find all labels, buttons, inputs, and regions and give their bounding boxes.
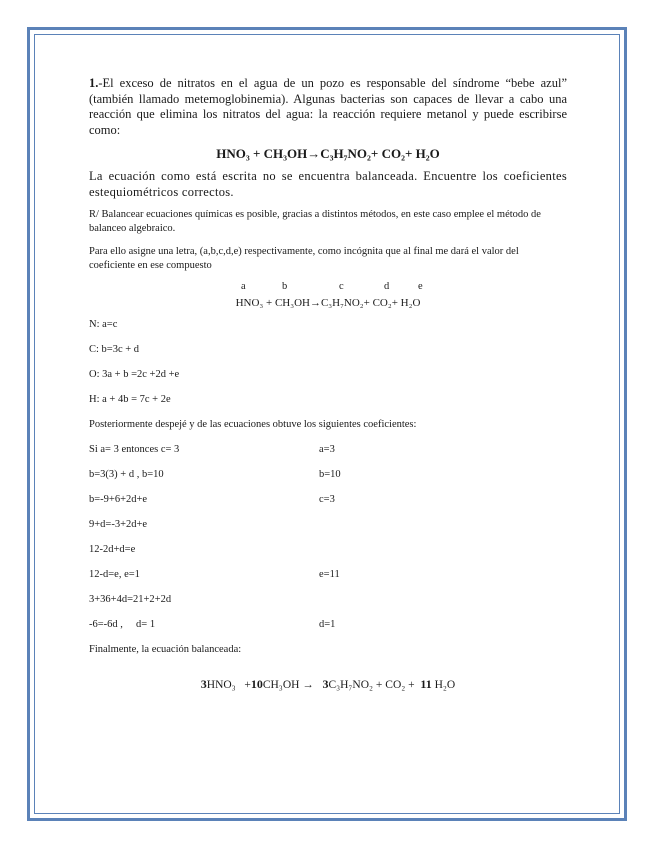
coef-c3h7no2: 3	[322, 677, 329, 691]
step-row	[89, 544, 567, 569]
problem-number: 1.	[89, 76, 99, 90]
balance-row	[89, 319, 567, 344]
answer-intro: R/ Balancear ecuaciones químicas es posible, gracias a distintos métodos, en este caso emplee el método de balanceo algebraico.	[89, 209, 541, 234]
species-products: C₃H₇NO₂ + CO₂ +	[328, 679, 415, 691]
balance-row	[89, 344, 567, 369]
step-row	[89, 519, 567, 544]
method-text: Para ello asigne una letra, (a,b,c,d,e) respectivamente, como incógnita que al final me dará el valor del coeficiente en ese compuesto	[89, 246, 519, 271]
afterwards-row	[89, 419, 567, 444]
step-row	[89, 594, 567, 619]
species-h2o: H₂O	[434, 679, 456, 691]
document-body	[89, 76, 567, 692]
step-row	[89, 619, 567, 644]
balance-o: O: 3a + b =2c +2d +e	[89, 369, 180, 380]
final-equation	[89, 677, 567, 692]
step-left: b=3(3) + d , b=10	[89, 469, 164, 480]
letter-e: e	[418, 281, 423, 292]
balance-row	[89, 369, 567, 394]
species-hno3: HNO₃	[206, 679, 236, 691]
balance-c: C: b=3c + d	[89, 344, 140, 355]
balance-h: H: a + 4b = 7c + 2e	[89, 394, 171, 405]
letter-c: c	[339, 281, 344, 292]
step-left: b=-9+6+2d+e	[89, 494, 148, 505]
main-equation: HNO₃ + CH₃OH→C₃H₇NO₂+ CO₂+ H₂O	[216, 146, 440, 161]
step-right: b=10	[319, 469, 341, 480]
step-row	[89, 444, 567, 469]
problem-statement	[89, 76, 567, 138]
step-right: e=11	[319, 569, 340, 580]
letter-b: b	[282, 281, 288, 292]
step-left: 3+36+4d=21+2+2d	[89, 594, 172, 605]
afterwards-text: Posteriormente despejé y de las ecuaciones obtuve los siguientes coeficientes:	[89, 419, 417, 430]
balance-row	[89, 394, 567, 419]
final-label: Finalmente, la ecuación balanceada:	[89, 644, 242, 655]
problem-text: -El exceso de nitratos en el agua de un pozo es responsable del síndrome “bebe azul” (también llamado metemoglobinemia). Algunas bacterias son capaces de llevar a cabo una reacción que elimina los nitratos del agua: la reacción requiere metanol y puede escribirse como:	[89, 76, 567, 137]
balance-n: N: a=c	[89, 319, 118, 330]
coef-h2o: 11	[420, 677, 432, 691]
step-row	[89, 494, 567, 519]
step-left: 12-d=e, e=1	[89, 569, 140, 580]
step-row	[89, 469, 567, 494]
species-ch3oh: CH₃OH →	[262, 679, 314, 691]
step-left: Si a= 3 entonces c= 3	[89, 444, 180, 455]
step-left: 12-2d+d=e	[89, 544, 136, 555]
step-right: c=3	[319, 494, 335, 505]
coef-ch3oh: 10	[250, 677, 263, 691]
step-left: -6=-6d , d= 1	[89, 619, 156, 630]
step-right: a=3	[319, 444, 335, 455]
letter-a: a	[241, 281, 246, 292]
instruction-text: La ecuación como está escrita no se encuentra balanceada. Encuentre los coeficientes estequiométricos correctos.	[89, 169, 567, 199]
step-left: 9+d=-3+2d+e	[89, 519, 148, 530]
step-row	[89, 569, 567, 594]
plus-sign: +	[244, 679, 251, 691]
step-right: d=1	[319, 619, 336, 630]
letter-d: d	[384, 281, 390, 292]
coefficient-letters	[89, 279, 567, 297]
coef-hno3: 3	[200, 677, 207, 691]
final-label-row	[89, 644, 567, 669]
labeled-equation: HNO₃ + CH₃OH→C₃H₇NO₂+ CO₂+ H₂O	[235, 297, 421, 309]
